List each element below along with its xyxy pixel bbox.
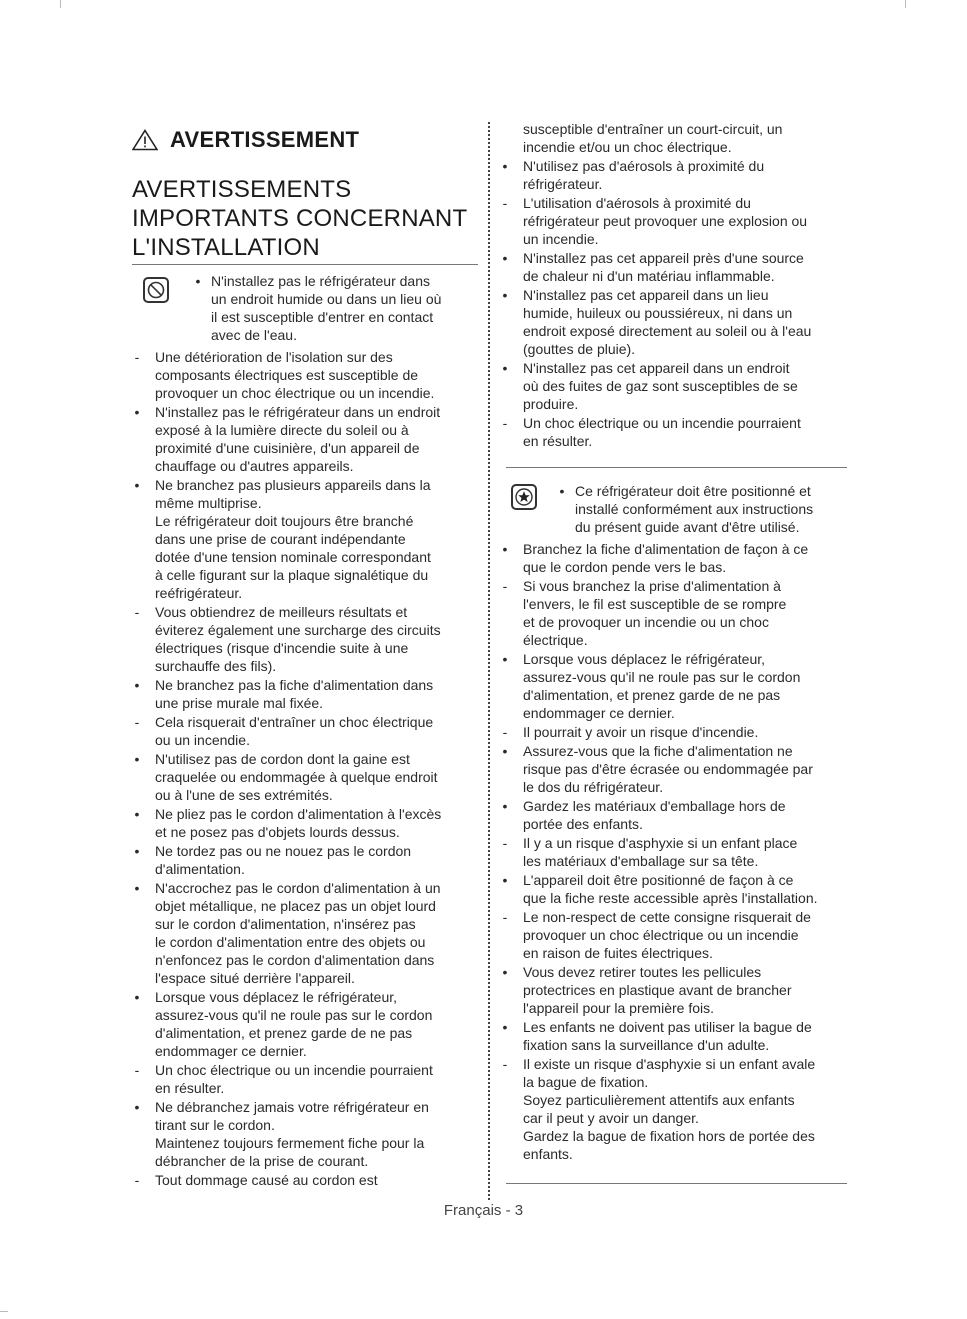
text-line: protectrices en plastique avant de brancher [523, 982, 792, 998]
text-line: que le cordon pende vers le bas. [523, 559, 727, 575]
bullet-item [491, 963, 851, 1017]
text-line: réfrigérateur peut provoquer une explosion ou [523, 213, 808, 229]
text-line: dotée d'une tension nominale correspondant [155, 549, 431, 565]
text-line: Soyez particulièrement attentifs aux enfants [523, 1092, 795, 1108]
note-item [123, 603, 483, 675]
block-rule [506, 1183, 847, 1184]
bullet-item [123, 676, 483, 712]
bullet-item [491, 742, 851, 796]
bullet-marker: • [502, 158, 508, 174]
dash-marker: - [502, 578, 508, 594]
text-line: l'envers, le fil est susceptible de se rompre [523, 596, 787, 612]
text-line: Lorsque vous déplacez le réfrigérateur, [523, 651, 766, 667]
text-line: Un choc électrique ou un incendie pourraient [523, 415, 801, 431]
prohibited-icon [142, 276, 170, 304]
text-line: un incendie. [523, 231, 599, 247]
text-line: Tout dommage causé au cordon est [155, 1172, 378, 1188]
note-item [491, 414, 846, 450]
text-line: endroit exposé directement au soleil ou à l'eau [523, 323, 812, 339]
text-line: objet métallique, ne placez pas un objet lourd [155, 898, 436, 914]
text-line: Ne tordez pas ou ne nouez pas le cordon [155, 843, 412, 859]
text-line: Gardez les matériaux d'emballage hors de [523, 798, 786, 814]
text-line: de chaleur ni d'un matériau inflammable. [523, 268, 775, 284]
text-line: ou à l'une de ses extrémités. [155, 787, 333, 803]
bullet-marker: • [502, 798, 508, 814]
text-line: Vous obtiendrez de meilleurs résultats et [155, 604, 408, 620]
text-line: débrancher de la prise de courant. [155, 1153, 369, 1169]
note-item [491, 834, 851, 870]
dash-marker: - [134, 714, 140, 730]
text-line: sur le cordon d'alimentation, n'insérez pas [155, 916, 416, 932]
warning-heading [132, 127, 359, 153]
dash-marker: - [502, 195, 508, 211]
right-item-list-bottom [491, 540, 851, 1163]
crop-mark [0, 1311, 8, 1312]
bullet-marker: • [559, 483, 565, 499]
column-divider [488, 122, 490, 1200]
text-line: craquelée ou endommagée à quelque endroit [155, 769, 438, 785]
text-line: Une détérioration de l'isolation sur des [155, 349, 393, 365]
continued-item [491, 120, 846, 156]
bullet-marker: • [134, 806, 140, 822]
dash-marker: - [502, 909, 508, 925]
dash-marker: - [502, 724, 508, 740]
text-line: Branchez la fiche d'alimentation de façon à ce [523, 541, 809, 557]
note-item [491, 194, 846, 248]
text-line: exposé à la lumière directe du soleil ou à [155, 422, 409, 438]
text-line: assurez-vous qu'il ne roule pas sur le cordon [155, 1007, 433, 1023]
text-line: assurez-vous qu'il ne roule pas sur le cordon [523, 669, 801, 685]
text-line: Assurez-vous que la fiche d'alimentation ne [523, 743, 793, 759]
text-line: N'installez pas cet appareil dans un lieu [523, 287, 769, 303]
text-line: Ne branchez pas plusieurs appareils dans la [155, 477, 431, 493]
text-line: il est susceptible d'entrer en contact [211, 309, 434, 325]
text-line: une prise murale mal fixée. [155, 695, 324, 711]
text-line: Les enfants ne doivent pas utiliser la bague de [523, 1019, 812, 1035]
bullet-item [491, 249, 846, 285]
bullet-marker: • [134, 1099, 140, 1115]
text-line: Un choc électrique ou un incendie pourraient [155, 1062, 433, 1078]
bullet-item [123, 1098, 483, 1170]
text-line: à celle figurant sur la plaque signalétique du [155, 567, 429, 583]
text-line: un endroit humide ou dans un lieu où [211, 291, 442, 307]
dash-marker: - [502, 835, 508, 851]
text-line: tirant sur le cordon. [155, 1117, 275, 1133]
text-line: N'installez pas le réfrigérateur dans [211, 273, 431, 289]
bullet-marker: • [134, 477, 140, 493]
bullet-marker: • [134, 989, 140, 1005]
note-item [491, 908, 851, 962]
bullet-item [491, 157, 846, 193]
text-line: fixation sans la surveillance d'un adulte. [523, 1037, 770, 1053]
text-line: d'alimentation, et prenez garde de ne pas [523, 687, 781, 703]
text-line: L'utilisation d'aérosols à proximité du [523, 195, 751, 211]
text-line: Si vous branchez la prise d'alimentation à [523, 578, 781, 594]
text-line: (gouttes de pluie). [523, 341, 636, 357]
dash-marker: - [134, 604, 140, 620]
text-line: susceptible d'entraîner un court-circuit, un [523, 121, 783, 137]
text-line: Maintenez toujours fermement fiche pour la [155, 1135, 425, 1151]
text-line: éviterez également une surcharge des circuits [155, 622, 441, 638]
text-line: l'espace situé derrière l'appareil. [155, 970, 355, 986]
text-line: Ne débranchez jamais votre réfrigérateur en [155, 1099, 429, 1115]
text-line: N'installez pas le réfrigérateur dans un endroit [155, 404, 441, 420]
bullet-item [123, 842, 483, 878]
text-line: provoquer un choc électrique ou un incendie. [155, 385, 435, 401]
text-line: N'utilisez pas de cordon dont la gaine est [155, 751, 410, 767]
text-line: ou un incendie. [155, 732, 250, 748]
bullet-item [123, 476, 483, 602]
left-lead-block [187, 272, 487, 344]
bullet-marker: • [502, 872, 508, 888]
bullet-item [123, 805, 483, 841]
note-item [123, 713, 483, 749]
text-line: Cela risquerait d'entraîner un choc électrique [155, 714, 434, 730]
bullet-marker: • [134, 677, 140, 693]
text-line: le dos du réfrigérateur. [523, 779, 664, 795]
bullet-marker: • [195, 273, 201, 289]
note-item [491, 1055, 851, 1163]
star-icon [510, 483, 538, 511]
text-line: produire. [523, 396, 579, 412]
text-line: n'enfoncez pas le cordon d'alimentation dans [155, 952, 435, 968]
text-line: Ce réfrigérateur doit être positionné et [575, 483, 811, 499]
bullet-marker: • [502, 651, 508, 667]
text-line: Le réfrigérateur doit toujours être branché [155, 513, 414, 529]
text-line: endommager ce dernier. [155, 1043, 307, 1059]
bullet-item [491, 1018, 851, 1054]
dash-marker: - [502, 1056, 508, 1072]
bullet-item [491, 540, 851, 576]
lead-item [187, 272, 487, 344]
text-line: enfants. [523, 1146, 573, 1162]
bullet-item [491, 286, 846, 358]
text-line: surchauffe des fils). [155, 658, 277, 674]
text-line: endommager ce dernier. [523, 705, 675, 721]
text-line: N'utilisez pas d'aérosols à proximité du [523, 158, 765, 174]
section-title-line: IMPORTANTS CONCERNANT [132, 205, 468, 232]
text-line: N'installez pas cet appareil dans un endroit [523, 360, 790, 376]
text-line: provoquer un choc électrique ou un incendie [523, 927, 799, 943]
text-line: Ne branchez pas la fiche d'alimentation dans [155, 677, 434, 693]
bullet-marker: • [502, 964, 508, 980]
block-rule [506, 467, 847, 468]
text-line: risque pas d'être écrasée ou endommagée par [523, 761, 813, 777]
bullet-marker: • [134, 404, 140, 420]
lead-item [551, 482, 851, 536]
text-line: Lorsque vous déplacez le réfrigérateur, [155, 989, 398, 1005]
bullet-item [491, 871, 851, 907]
text-line: réfrigérateur. [523, 176, 603, 192]
note-item [491, 577, 851, 649]
right-lead-block [551, 482, 851, 536]
page-footer: Français - 3 [443, 1202, 524, 1219]
bullet-marker: • [134, 751, 140, 767]
text-line: en résulter. [523, 433, 593, 449]
bullet-marker: • [502, 541, 508, 557]
bullet-marker: • [502, 1019, 508, 1035]
text-line: reéfrigérateur. [155, 585, 243, 601]
text-line: Vous devez retirer toutes les pellicules [523, 964, 762, 980]
dash-marker: - [502, 415, 508, 431]
text-line: électriques (risque d'incendie suite à une [155, 640, 409, 656]
crop-mark [60, 0, 61, 8]
note-item [123, 1171, 483, 1189]
bullet-item [123, 750, 483, 804]
text-line: humide, huileux ou poussiéreux, ni dans un [523, 305, 793, 321]
text-line: N'installez pas cet appareil près d'une source [523, 250, 804, 266]
text-line: en raison de fuites électriques. [523, 945, 713, 961]
text-line: dans une prise de courant indépendante [155, 531, 406, 547]
section-title [132, 175, 467, 262]
text-line: le cordon d'alimentation entre des objets ou [155, 934, 426, 950]
dash-marker: - [134, 349, 140, 365]
text-line: Il pourrait y avoir un risque d'incendie. [523, 724, 759, 740]
text-line: Le non-respect de cette consigne risquerait de [523, 909, 811, 925]
text-line: proximité d'une cuisinière, d'un appareil de [155, 440, 420, 456]
note-item [123, 348, 483, 402]
crop-mark [905, 0, 906, 8]
text-line: chauffage ou d'autres appareils. [155, 458, 354, 474]
text-line: les matériaux d'emballage sur sa tête. [523, 853, 759, 869]
text-line: installé conformément aux instructions [575, 501, 814, 517]
text-line: et de provoquer un incendie ou un choc [523, 614, 769, 630]
warning-triangle-icon [132, 129, 158, 151]
bullet-item [491, 650, 851, 722]
text-line: où des fuites de gaz sont susceptibles de se [523, 378, 798, 394]
bullet-marker: • [134, 843, 140, 859]
text-line: que la fiche reste accessible après l'installation. [523, 890, 818, 906]
text-line: composants électriques est susceptible de [155, 367, 419, 383]
text-line: Gardez la bague de fixation hors de portée des [523, 1128, 815, 1144]
bullet-marker: • [502, 743, 508, 759]
note-item [123, 1061, 483, 1097]
bullet-item [123, 403, 483, 475]
section-rule [132, 264, 478, 265]
bullet-item [491, 797, 851, 833]
bullet-marker: • [502, 360, 508, 376]
text-line: la bague de fixation. [523, 1074, 649, 1090]
bullet-item [123, 988, 483, 1060]
note-item [491, 723, 851, 741]
section-title-line: AVERTISSEMENTS [132, 176, 352, 203]
left-item-list [123, 348, 483, 1189]
text-line: en résulter. [155, 1080, 225, 1096]
text-line: Ne pliez pas le cordon d'alimentation à l'excès [155, 806, 442, 822]
text-line: portée des enfants. [523, 816, 643, 832]
text-line: d'alimentation, et prenez garde de ne pas [155, 1025, 413, 1041]
text-line: du présent guide avant d'être utilisé. [575, 519, 800, 535]
text-line: N'accrochez pas le cordon d'alimentation à un [155, 880, 441, 896]
bullet-marker: • [502, 287, 508, 303]
text-line: Il y a un risque d'asphyxie si un enfant place [523, 835, 798, 851]
warning-title: AVERTISSEMENT [170, 127, 360, 152]
dash-marker: - [134, 1062, 140, 1078]
text-line: Il existe un risque d'asphyxie si un enfant avale [523, 1056, 816, 1072]
text-line: même multiprise. [155, 495, 262, 511]
text-line: d'alimentation. [155, 861, 245, 877]
bullet-marker: • [134, 880, 140, 896]
text-line: l'appareil pour la première fois. [523, 1000, 714, 1016]
section-title-line: L'INSTALLATION [132, 234, 320, 261]
text-line: électrique. [523, 632, 588, 648]
text-line: et ne posez pas d'objets lourds dessus. [155, 824, 400, 840]
dash-marker: - [134, 1172, 140, 1188]
bullet-marker: • [502, 250, 508, 266]
text-line: incendie et/ou un choc électrique. [523, 139, 732, 155]
bullet-item [491, 359, 846, 413]
right-item-list-top [491, 120, 846, 450]
text-line: L'appareil doit être positionné de façon à ce [523, 872, 794, 888]
text-line: car il peut y avoir un danger. [523, 1110, 699, 1126]
text-line: avec de l'eau. [211, 327, 297, 343]
bullet-item [123, 879, 483, 987]
